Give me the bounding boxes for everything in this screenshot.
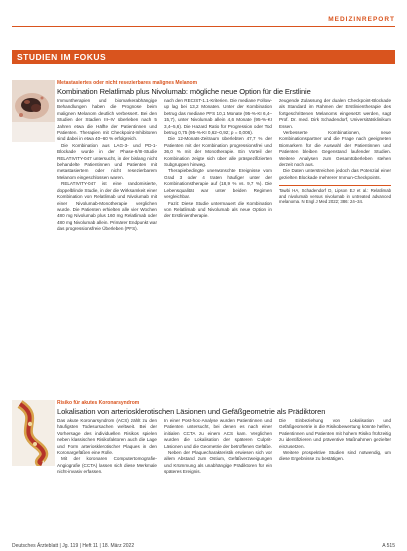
journal-citation: Deutsches Ärzteblatt | Jg. 119 | Heft 11 | 18. März 2022	[12, 543, 135, 549]
paragraph: zeugende Zulassung der dualen Checkpoint-Blockade als Standard im Rahmen der Erstlinientherapie des fortgeschrittenen Melanoms eingesetzt werden, sagt Prof. Dr. med. Dirk Schadendorf, Universitätsklinikum Essen.	[279, 98, 391, 129]
paragraph: Mit der koronaren Computertomografie-Angiografie (CCTA) lassen sich diese Merkmale nicht-invasiv erfassen.	[57, 456, 157, 475]
page-number: A 515	[382, 543, 395, 549]
paragraph: Das akute Koronarsyndrom (ACS) zählt zu den häufigsten Todesursachen weltweit. Bei der Vorhersage des individuellen Risikos spielen neben klassischen Risikofaktoren auch die Lage und Form arteriosklerotischer Plaques in den Koronargefäßen eine Rolle.	[57, 418, 157, 456]
paragraph: Weitere prospektive Studien sind notwendig, um diese Ergebnisse zu bestätigen.	[279, 450, 391, 462]
paragraph: Therapiebedingte unerwünschte Ereignisse vom Grad 3 oder 4 traten häufiger unter der Kombinationstherapie auf (18,9 % vs. 9,7 %). Die Lebensqualität war unter beiden Regimen vergleichbar.	[164, 168, 272, 200]
article-kicker: Risiko für akutes Koronarsyndrom	[57, 400, 140, 406]
section-banner: STUDIEN IM FOKUS	[12, 50, 395, 64]
paragraph: Die 12-Monats-Zeitraum überlebten 47,7 % der Patienten mit der Kombination progressionsfrei und 36,0 % mit der Monotherapie. Ein Vorteil der Kombination zeigte sich über alle präspezifizierten Subgruppen hinweg.	[164, 136, 272, 168]
paragraph: Die Einbeziehung von Lokalisation und Gefäßgeometrie in die Risikobewertung könnte helfen, Patientinnen und Patienten mit hohem Risiko frühzeitig zu identifizieren und präventive Maßnahmen gezielter einzusetzen.	[279, 418, 391, 449]
article-coronary	[12, 400, 395, 534]
text-column-2	[164, 98, 272, 390]
paragraph: RELATIVITY-047 ist eine randomisierte, doppelblinde Studie, in der die Wirksamkeit einer Kombination von Relatlimab und Nivolumab mit einer Nivolumab-Monotherapie verglichen wurde. Die Patienten erhielten alle vier Wochen 480 mg Nivolumab plus 160 mg Relatlimab oder 480 mg Nivolumab allein. Primärer Endpunkt war das progressionsfreie Überleben (PFS).	[57, 181, 157, 232]
header-divider	[12, 26, 395, 27]
text-column-2	[164, 418, 272, 534]
text-column-3	[279, 418, 391, 534]
article-headline: Kombination Relatlimab plus Nivolumab: mögliche neue Option für die Erstlinie	[57, 87, 311, 96]
paragraph: Die Daten unterstreichen jedoch das Potenzial einer gezielten Blockade mehrerer Immun-Checkpoints.	[279, 168, 391, 180]
section-header-label: MEDIZINREPORT	[328, 16, 395, 23]
paragraph: Immuntherapien und biomarkerabhängige Behandlungen haben die Prognose beim malignen Melanom deutlich verbessert. Bei den Studien der Stadien III–IV überleben nach 5 Jahren etwa die Hälfte der Patientinnen und Patienten. Therapien mit Checkpoint-Inhibitoren sind dabei in etwa 40–60 % erfolgreich.	[57, 98, 157, 142]
paragraph: Die Kombination aus LAG-3- und PD-1-Blockade wurde in der Phase-II/III-Studie RELATIVITY-047 untersucht, in der bislang nicht behandelte Patientinnen und Patienten mit metastasiertem oder nicht resezierbarem Melanom eingeschlossen waren.	[57, 142, 157, 180]
article-image-vessel	[12, 400, 55, 466]
paragraph: Neben der Plaquecharakteristik erwiesen sich vor allem Abstand zum Ostium, Gefäßverzweigungen und Krümmung als unabhängige Prädiktoren für ein späteres Ereignis.	[164, 450, 272, 475]
article-kicker: Metastasiertes oder nicht resezierbares malignes Melanom	[57, 80, 198, 86]
paragraph: Fazit: Diese Studie untermauert die Kombination von Relatlimab und Nivolumab als neue Option in der Erstlinientherapie.	[164, 200, 272, 219]
article-melanoma	[12, 80, 395, 392]
paragraph: In einer Post-hoc-Analyse wurden Patientinnen und Patienten untersucht, bei denen es nach einer initialen CCTA zu einem ACS kam. Verglichen wurden die Lokalisation der späteren Culprit-Läsionen und die Geometrie der betroffenen Gefäße.	[164, 418, 272, 449]
article-image-melanoma	[12, 80, 55, 142]
article-headline: Lokalisation von arteriosklerotischen Läsionen und Gefäßgeometrie als Prädiktoren	[57, 407, 326, 416]
text-column-1	[57, 98, 157, 390]
source-reference: Tawbi HA, Schadendorf D, Lipson EJ et al.: Relatlimab and nivolumab versus nivolumab in untreated advanced melanoma. N Engl J Med 2022; 386: 24–34.	[279, 185, 391, 205]
text-column-1	[57, 418, 157, 534]
paragraph: Verbesserte Kombinationen, neue Kombinationspartner und die Frage nach geeigneten Biomarkern für die Auswahl der Patientinnen und Patienten bleiben Gegenstand laufender Studien. Weitere Analysen zum Gesamtüberleben stehen derzeit noch aus.	[279, 130, 391, 168]
text-column-3	[279, 98, 391, 390]
paragraph: nach den RECIST-1.1-Kriterien. Die mediane Follow-up lag bei 13,2 Monaten. Unter der Kombination betrug das mediane PFS 10,1 Monate (95-%-KI 6,4–15,7), unter Nivolumab allein 4,6 Monate (95-%-KI 3,4–5,6). Die Hazard Ratio für Progression oder Tod betrug 0,75 (95-%-KI 0,62–0,92; p = 0,006).	[164, 98, 272, 136]
